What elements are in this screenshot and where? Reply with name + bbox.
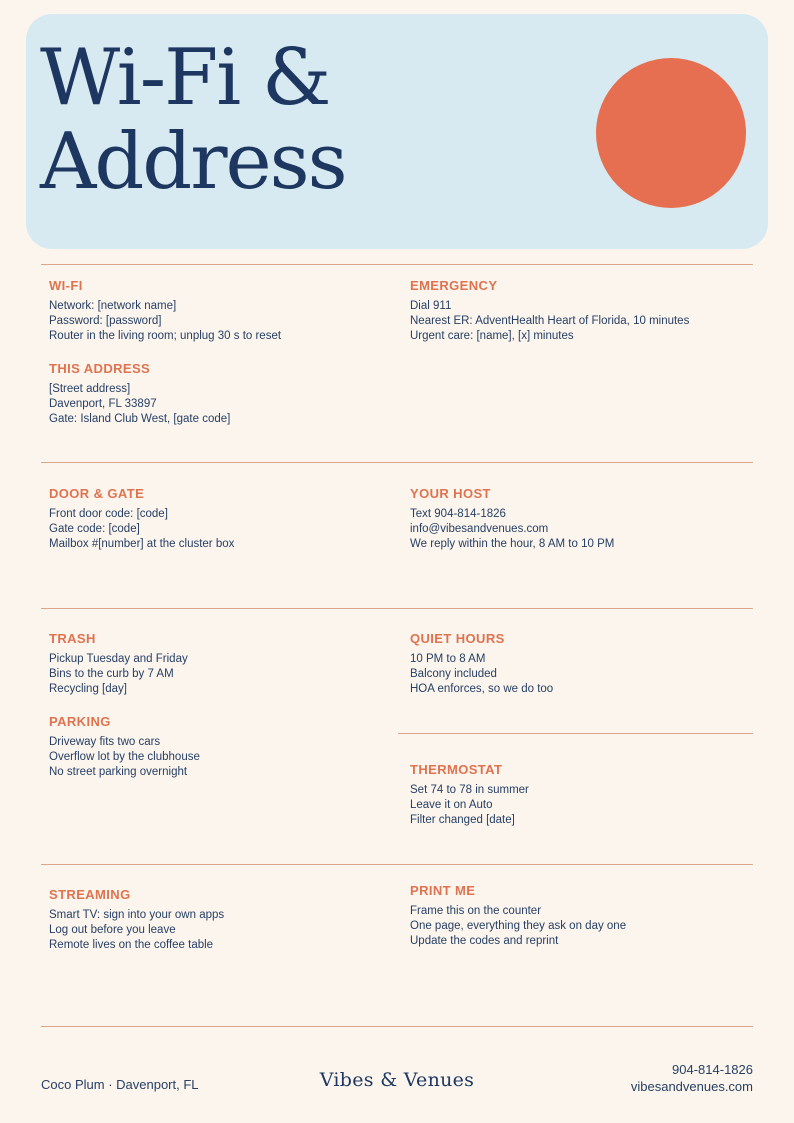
section-heading: QUIET HOURS <box>410 631 505 646</box>
section-emergency <box>410 278 740 344</box>
section-line: Mailbox #[number] at the cluster box <box>49 538 235 550</box>
hero-panel <box>26 14 768 249</box>
section-heading: YOUR HOST <box>410 486 491 501</box>
section-line: Urgent care: [name], [x] minutes <box>410 330 574 342</box>
section-line: Gate code: [code] <box>49 523 140 535</box>
page-title <box>40 33 560 207</box>
section-line: Gate: Island Club West, [gate code] <box>49 413 231 425</box>
section-heading: EMERGENCY <box>410 278 498 293</box>
footer-phone: 904-814-1826 <box>672 1062 753 1077</box>
section-line: Bins to the curb by 7 AM <box>49 668 174 680</box>
section-line: HOA enforces, so we do too <box>410 683 554 695</box>
section-line: info@vibesandvenues.com <box>410 523 549 535</box>
section-line: Filter changed [date] <box>410 814 515 826</box>
section-line: Update the codes and reprint <box>410 935 559 947</box>
section-your-host <box>410 486 740 552</box>
section-trash <box>49 631 379 697</box>
section-line: No street parking overnight <box>49 766 188 778</box>
section-line: Smart TV: sign into your own apps <box>49 909 225 921</box>
footer-contact <box>631 1061 753 1095</box>
section-heading: PARKING <box>49 714 111 729</box>
section-line: Davenport, FL 33897 <box>49 398 157 410</box>
section-line: Overflow lot by the clubhouse <box>49 751 200 763</box>
footer-website: vibesandvenues.com <box>630 1079 753 1094</box>
section-address <box>49 361 379 427</box>
section-line: We reply within the hour, 8 AM to 10 PM <box>410 538 615 550</box>
section-line: 10 PM to 8 AM <box>410 653 486 665</box>
divider <box>41 264 753 265</box>
section-streaming <box>49 887 379 953</box>
sun-circle-decoration <box>596 58 746 208</box>
section-line: Dial 911 <box>410 300 452 312</box>
section-parking <box>49 714 379 780</box>
divider <box>41 864 753 865</box>
section-quiet-hours <box>410 631 740 697</box>
title-line-1: Wi-Fi & <box>40 33 330 123</box>
section-line: Password: [password] <box>49 315 162 327</box>
section-line: Nearest ER: AdventHealth Heart of Florida, 10 minutes <box>410 315 690 327</box>
section-line: Frame this on the counter <box>410 905 542 917</box>
section-thermostat <box>410 762 740 828</box>
divider <box>41 1026 753 1027</box>
section-line: Remote lives on the coffee table <box>49 939 214 951</box>
divider <box>41 462 753 463</box>
section-line: [Street address] <box>49 383 131 395</box>
divider <box>398 733 753 734</box>
section-line: Front door code: [code] <box>49 508 168 520</box>
section-line: Driveway fits two cars <box>49 736 161 748</box>
divider <box>41 608 753 609</box>
section-wifi <box>49 278 379 344</box>
section-heading: PRINT ME <box>410 883 476 898</box>
section-print-me <box>410 883 740 949</box>
section-line: Pickup Tuesday and Friday <box>49 653 188 665</box>
section-line: Log out before you leave <box>49 924 176 936</box>
section-door-gate <box>49 486 379 552</box>
section-heading: WI-FI <box>49 278 83 293</box>
section-heading: TRASH <box>49 631 96 646</box>
section-line: Text 904-814-1826 <box>410 508 506 520</box>
footer-location: Coco Plum · Davenport, FL <box>41 1077 199 1092</box>
section-line: One page, everything they ask on day one <box>410 920 627 932</box>
section-heading: THERMOSTAT <box>410 762 503 777</box>
section-line: Balcony included <box>410 668 497 680</box>
section-line: Leave it on Auto <box>410 799 493 811</box>
section-heading: THIS ADDRESS <box>49 361 151 376</box>
title-line-2: Address <box>40 117 346 207</box>
section-line: Recycling [day] <box>49 683 127 695</box>
section-line: Network: [network name] <box>49 300 177 312</box>
section-line: Router in the living room; unplug 30 s to reset <box>49 330 282 342</box>
section-heading: STREAMING <box>49 887 131 902</box>
footer-brand-logo: Vibes & Venues <box>319 1069 475 1091</box>
section-line: Set 74 to 78 in summer <box>410 784 529 796</box>
section-heading: DOOR & GATE <box>49 486 145 501</box>
